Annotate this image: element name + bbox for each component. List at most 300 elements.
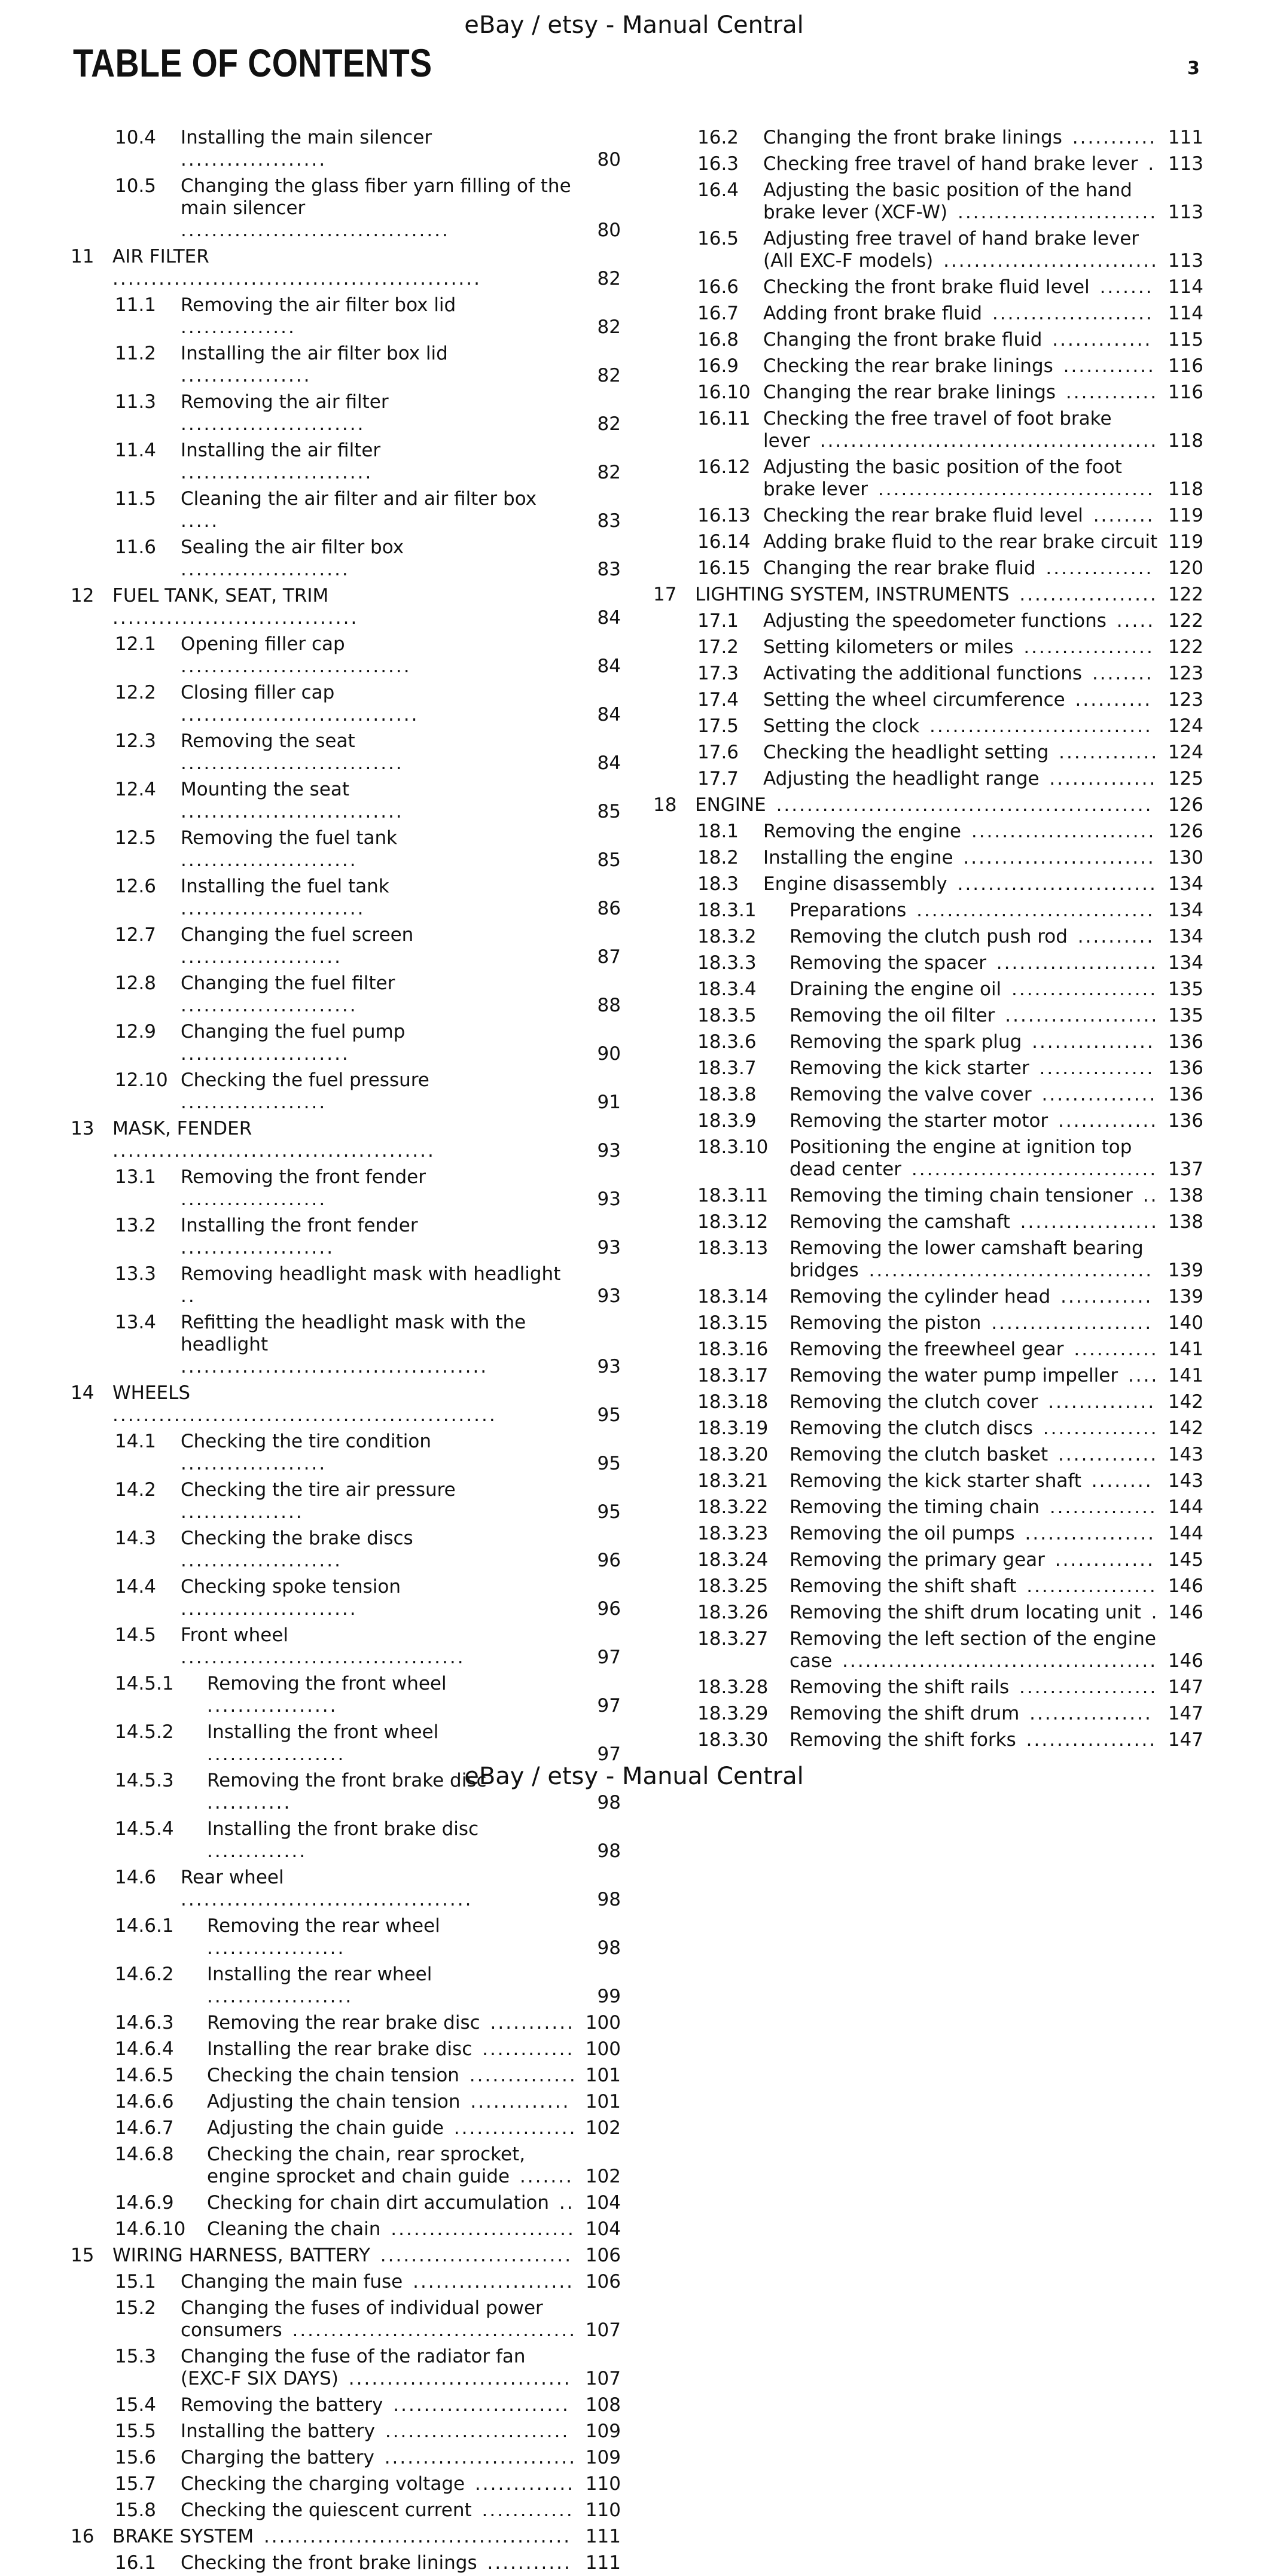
toc-entry[interactable]	[71, 1670, 621, 1719]
toc-dot-leader: ........................................	[181, 1356, 489, 1377]
toc-entry-page: 145	[1163, 1549, 1203, 1571]
toc-dot-leader: ...................	[181, 1092, 327, 1113]
toc-dot-leader: ..	[551, 2192, 575, 2214]
toc-entry[interactable]	[71, 1864, 621, 1913]
toc-dot-leader: .	[1140, 153, 1156, 175]
toc-dot-leader: .................	[1018, 1729, 1157, 1751]
toc-entry-title: Removing the oil pumps	[790, 1523, 1017, 1544]
toc-entry[interactable]	[653, 502, 1203, 529]
toc-entry-page: 93	[593, 1237, 621, 1259]
toc-entry-number: 14.6.6	[115, 2091, 174, 2112]
toc-entry[interactable]	[653, 177, 1203, 225]
toc-entry[interactable]	[71, 1380, 621, 1428]
toc-entry[interactable]	[653, 274, 1203, 300]
toc-entry-title: Checking the rear brake linings	[763, 355, 1056, 377]
toc-entry-title: Changing the glass fiber yarn filling of the main silencer	[181, 175, 571, 219]
toc-entry-title: Installing the rear wheel	[207, 1964, 434, 1985]
toc-entry-number: 15.8	[115, 2499, 157, 2521]
toc-entry-page: 146	[1163, 1602, 1203, 1624]
toc-dot-leader: ..........................	[950, 202, 1158, 223]
toc-entry-title: Installing the fuel tank	[181, 876, 392, 897]
toc-entry-number: 13.4	[115, 1312, 157, 1333]
toc-entry-title: Adjusting the headlight range	[763, 768, 1042, 789]
toc-entry-number: 14.6.1	[115, 1915, 174, 1937]
toc-entry[interactable]	[653, 818, 1203, 845]
toc-entry-number: 14.6.7	[115, 2117, 174, 2139]
toc-dot-leader: ....................	[997, 1005, 1159, 1026]
toc-dot-leader: .....................	[984, 303, 1154, 324]
toc-entry-title: Removing the rear wheel	[207, 1915, 443, 1937]
toc-entry-number: 17.2	[697, 636, 739, 658]
toc-dot-leader: ...................	[1004, 978, 1158, 1000]
toc-entry-number: 14.2	[115, 1479, 157, 1501]
toc-entry-title: Front wheel	[181, 1624, 291, 1646]
toc-entry-page: 96	[593, 1550, 621, 1572]
toc-entry-number: 12.9	[115, 1021, 157, 1042]
toc-entry-title: Changing the fuse of the radiator fan (EXC-F SIX DAYS)	[181, 2346, 526, 2389]
toc-entry-number: 14	[71, 1382, 95, 1404]
toc-entry-title: MASK, FENDER	[112, 1118, 254, 1139]
toc-entry[interactable]	[653, 1002, 1203, 1029]
toc-dot-leader: .......	[1092, 276, 1154, 298]
toc-entry-page: 142	[1163, 1417, 1203, 1440]
toc-entry[interactable]	[71, 2444, 621, 2471]
toc-dot-leader: ...................	[207, 1986, 353, 2007]
toc-dot-leader: .......................	[385, 2394, 570, 2416]
toc-entry[interactable]	[71, 2471, 621, 2497]
toc-entry-page: 97	[593, 1695, 621, 1717]
toc-entry[interactable]	[653, 151, 1203, 177]
toc-entry-page: 82	[593, 365, 621, 387]
toc-entry-number: 13	[71, 1118, 95, 1139]
toc-entry-number: 18.3.25	[697, 1575, 769, 1597]
toc-entry[interactable]	[653, 529, 1203, 555]
toc-entry[interactable]	[71, 583, 621, 631]
toc-dot-leader: .........................................	[834, 1650, 1158, 1672]
toc-entry[interactable]	[653, 1284, 1203, 1310]
toc-entry[interactable]	[653, 555, 1203, 581]
toc-entry[interactable]	[653, 1081, 1203, 1108]
toc-entry-number: 18.3.3	[697, 952, 757, 974]
toc-entry-number: 14.5.4	[115, 1818, 174, 1840]
toc-entry-title: Removing the lower camshaft bearing bridges	[790, 1237, 1144, 1281]
watermark-bottom: eBay / etsy - Manual Central	[464, 1763, 804, 1790]
toc-dot-leader: ................	[446, 2117, 577, 2139]
toc-entry[interactable]	[653, 225, 1203, 274]
toc-entry-number: 14.4	[115, 1576, 157, 1598]
toc-entry[interactable]	[71, 2089, 621, 2115]
toc-entry-page: 144	[1163, 1523, 1203, 1545]
toc-dot-leader: .....................	[181, 946, 342, 968]
toc-entry-page: 98	[593, 1889, 621, 1911]
toc-entry[interactable]	[653, 1209, 1203, 1235]
toc-entry[interactable]	[653, 1336, 1203, 1362]
toc-entry-number: 16.14	[697, 531, 751, 553]
toc-entry[interactable]	[653, 353, 1203, 379]
toc-entry[interactable]	[71, 486, 621, 534]
toc-entry-title: Adding front brake fluid	[763, 303, 984, 324]
toc-dot-leader: .	[1143, 1602, 1159, 1623]
toc-dot-leader: ..........	[1067, 689, 1153, 711]
toc-entry-page: 119	[1163, 531, 1203, 553]
toc-entry-number: 18.1	[697, 821, 739, 842]
toc-entry-page: 125	[1163, 768, 1203, 790]
toc-entry-number: 11.4	[115, 440, 157, 461]
toc-entry[interactable]	[71, 1309, 621, 1380]
toc-entry[interactable]	[653, 713, 1203, 739]
toc-entry[interactable]	[653, 897, 1203, 923]
toc-entry[interactable]	[653, 1520, 1203, 1547]
toc-entry-page: 108	[581, 2394, 621, 2416]
toc-entry-page: 98	[593, 1792, 621, 1814]
toc-entry[interactable]	[653, 1029, 1203, 1055]
toc-dot-leader: ..............	[461, 2065, 577, 2086]
toc-entry-page: 106	[581, 2245, 621, 2267]
toc-entry-number: 18.3.24	[697, 1549, 769, 1571]
toc-entry-title: Changing the fuses of individual power consumers	[181, 2297, 543, 2341]
toc-entry[interactable]	[653, 1494, 1203, 1520]
toc-entry[interactable]	[71, 679, 621, 728]
toc-entry-number: 17.4	[697, 689, 739, 711]
toc-entry-title: Checking the chain, rear sprocket, engine sprocket and chain guide	[207, 2144, 526, 2187]
toc-dot-leader: ................................	[904, 1159, 1158, 1180]
toc-dot-leader: ...............	[181, 316, 296, 338]
toc-entry[interactable]	[71, 2062, 621, 2089]
toc-dot-leader: .............................	[181, 752, 404, 774]
toc-entry-title: Checking spoke tension	[181, 1576, 403, 1598]
toc-entry-number: 12.4	[115, 779, 157, 800]
toc-entry[interactable]	[653, 608, 1203, 634]
toc-entry-title: Adding brake fluid to the rear brake circuit	[763, 531, 1160, 553]
toc-entry[interactable]	[653, 1441, 1203, 1468]
toc-entry[interactable]	[653, 1415, 1203, 1441]
toc-entry[interactable]	[653, 1108, 1203, 1134]
toc-dot-leader: ............	[1055, 355, 1156, 377]
toc-entry-number: 18.3.12	[697, 1211, 769, 1233]
toc-entry[interactable]	[71, 389, 621, 437]
toc-entry-page: 84	[593, 607, 621, 629]
toc-entry-title: Checking the front brake linings	[181, 2552, 480, 2574]
toc-dot-leader: .................	[1017, 1523, 1156, 1544]
toc-entry-number: 13.3	[115, 1263, 157, 1285]
toc-entry-title: Installing the front brake disc	[207, 1818, 481, 1840]
toc-entry-page: 116	[1163, 382, 1203, 404]
toc-entry-number: 18	[653, 794, 677, 816]
toc-entry-number: 18.3.27	[697, 1628, 769, 1650]
toc-entry-number: 18.3.6	[697, 1031, 757, 1053]
toc-entry-number: 18.3.28	[697, 1676, 769, 1698]
toc-entry-page: 98	[593, 1937, 621, 1959]
toc-entry[interactable]	[71, 970, 621, 1019]
toc-entry-title: Checking the tire air pressure	[181, 1479, 458, 1501]
toc-entry-title: Removing the clutch cover	[790, 1391, 1040, 1413]
toc-dot-leader: ........................	[963, 821, 1156, 842]
toc-entry-page: 85	[593, 849, 621, 871]
toc-entry[interactable]	[71, 2141, 621, 2190]
toc-dot-leader: ............	[1058, 382, 1159, 403]
toc-entry-page: 85	[593, 801, 621, 823]
toc-entry-title: Installing the engine	[763, 847, 956, 868]
toc-entry-number: 10.5	[115, 175, 157, 197]
toc-entry-number: 18.3.16	[697, 1339, 769, 1360]
toc-entry[interactable]	[71, 2010, 621, 2036]
toc-entry[interactable]	[71, 340, 621, 389]
toc-dot-leader: .....................	[988, 952, 1158, 974]
toc-entry-number: 18.3.17	[697, 1365, 769, 1386]
toc-entry[interactable]	[71, 776, 621, 825]
toc-dot-leader: ............	[1053, 1286, 1153, 1307]
toc-entry-page: 82	[593, 268, 621, 290]
toc-entry-number: 16	[71, 2526, 95, 2547]
toc-entry[interactable]	[71, 292, 621, 340]
toc-entry-title: Changing the fuel screen	[181, 924, 416, 946]
toc-dot-leader: ..........................	[949, 873, 1157, 895]
toc-entry-page: 100	[581, 2012, 621, 2034]
toc-entry[interactable]	[71, 2036, 621, 2062]
toc-entry-page: 102	[581, 2166, 621, 2188]
toc-entry[interactable]	[71, 534, 621, 583]
toc-entry[interactable]	[71, 1115, 621, 1164]
toc-entry-title: Adjusting the basic position of the foot brake lever	[763, 456, 1122, 500]
toc-entry[interactable]	[71, 1816, 621, 1864]
toc-entry[interactable]	[71, 2523, 621, 2550]
toc-entry-number: 17.6	[697, 742, 739, 763]
toc-entry-number: 11.5	[115, 488, 157, 510]
toc-entry[interactable]	[71, 2216, 621, 2242]
toc-entry-page: 83	[593, 559, 621, 581]
toc-dot-leader: ..................	[207, 1937, 346, 1959]
toc-entry[interactable]	[653, 1310, 1203, 1336]
toc-entry-number: 12.1	[115, 633, 157, 655]
toc-dot-leader: ........	[1083, 1470, 1153, 1492]
toc-entry[interactable]	[71, 1428, 621, 1477]
toc-entry[interactable]	[653, 1134, 1203, 1182]
toc-entry[interactable]	[653, 687, 1203, 713]
toc-entry-title: Adjusting the basic position of the hand brake lever (XCF-W)	[763, 179, 1132, 223]
toc-entry-page: 87	[593, 946, 621, 968]
toc-dot-leader: .......	[512, 2166, 574, 2187]
toc-entry[interactable]	[653, 976, 1203, 1002]
toc-dot-leader: ...............	[1035, 1417, 1159, 1439]
toc-entry-title: Adjusting the chain guide	[207, 2117, 446, 2139]
toc-entry-page: 80	[593, 220, 621, 242]
toc-entry-page: 86	[593, 898, 621, 920]
toc-entry-title: Removing the clutch push rod	[790, 926, 1070, 947]
toc-entry-number: 17.3	[697, 663, 739, 684]
toc-entry-number: 14.5	[115, 1624, 157, 1646]
toc-entry-title: Installing the battery	[181, 2420, 377, 2442]
toc-entry[interactable]	[653, 1626, 1203, 1674]
toc-entry-title: Checking for chain dirt accumulation	[207, 2192, 551, 2214]
toc-entry[interactable]	[653, 1055, 1203, 1081]
toc-entry[interactable]	[71, 2418, 621, 2444]
toc-entry-page: 97	[593, 1647, 621, 1669]
toc-entry[interactable]	[653, 660, 1203, 687]
toc-entry-number: 15.7	[115, 2473, 157, 2495]
toc-entry-title: Refitting the headlight mask with the headlight	[181, 1312, 526, 1355]
toc-entry[interactable]	[71, 1719, 621, 1767]
toc-entry-title: WHEELS	[112, 1382, 193, 1404]
toc-entry[interactable]	[653, 300, 1203, 327]
toc-entry[interactable]	[71, 2115, 621, 2141]
toc-entry[interactable]	[653, 739, 1203, 766]
toc-entry[interactable]	[71, 1961, 621, 2010]
toc-entry-number: 15.2	[115, 2297, 157, 2319]
toc-entry[interactable]	[653, 871, 1203, 897]
toc-entry-page: 97	[593, 1743, 621, 1766]
toc-entry[interactable]	[71, 1622, 621, 1670]
toc-dot-leader: .................	[207, 1695, 338, 1717]
toc-entry[interactable]	[71, 2497, 621, 2523]
toc-dot-leader: .............	[1047, 1549, 1155, 1571]
toc-entry[interactable]	[71, 922, 621, 970]
toc-entry[interactable]	[653, 845, 1203, 871]
toc-entry[interactable]	[653, 379, 1203, 406]
toc-entry[interactable]	[71, 1164, 621, 1212]
toc-entry-number: 16.3	[697, 153, 739, 175]
toc-entry[interactable]	[653, 923, 1203, 950]
toc-entry[interactable]	[71, 825, 621, 873]
toc-dot-leader: ..................................................	[112, 1404, 497, 1426]
toc-entry[interactable]	[71, 2392, 621, 2418]
toc-dot-leader: ..	[181, 1285, 196, 1307]
toc-entry[interactable]	[653, 1389, 1203, 1415]
toc-entry-title: Removing the battery	[181, 2394, 385, 2416]
toc-entry[interactable]	[653, 327, 1203, 353]
toc-entry-title: Removing the fuel tank	[181, 827, 400, 849]
toc-dot-leader: ............	[474, 2499, 574, 2521]
toc-entry[interactable]	[653, 1362, 1203, 1389]
toc-entry-number: 15.6	[115, 2447, 157, 2468]
toc-entry-title: Charging the battery	[181, 2447, 377, 2468]
toc-entry-page: 93	[593, 1140, 621, 1162]
toc-entry-title: Changing the main fuse	[181, 2271, 405, 2293]
toc-entry-page: 147	[1163, 1729, 1203, 1751]
toc-entry-number: 18.3.10	[697, 1136, 769, 1158]
toc-entry[interactable]	[71, 437, 621, 486]
toc-entry-number: 16.15	[697, 557, 751, 579]
toc-entry[interactable]	[71, 124, 621, 173]
toc-entry[interactable]	[653, 766, 1203, 792]
toc-entry[interactable]	[653, 950, 1203, 976]
toc-entry-title: Activating the additional functions	[763, 663, 1084, 684]
toc-entry[interactable]	[653, 1573, 1203, 1599]
toc-entry[interactable]	[71, 1477, 621, 1525]
toc-entry-title: Removing the water pump impeller	[790, 1365, 1120, 1386]
toc-entry[interactable]	[653, 1235, 1203, 1284]
toc-entry[interactable]	[71, 173, 621, 243]
toc-entry-number: 12.7	[115, 924, 157, 946]
toc-dot-leader: .........................	[372, 2245, 573, 2266]
toc-entry[interactable]	[653, 124, 1203, 151]
toc-entry[interactable]	[71, 2343, 621, 2392]
toc-dot-leader: ...........	[482, 2012, 575, 2034]
toc-entry-page: 147	[1163, 1703, 1203, 1725]
toc-dot-leader: ........................	[181, 413, 365, 435]
toc-entry-title: LIGHTING SYSTEM, INSTRUMENTS	[695, 584, 1011, 605]
toc-entry-number: 15	[71, 2245, 95, 2266]
toc-entry-title: Removing the shift rails	[790, 1676, 1011, 1698]
toc-entry[interactable]	[71, 243, 621, 292]
toc-entry-number: 13.2	[115, 1215, 157, 1236]
toc-entry-number: 16.8	[697, 329, 739, 350]
toc-entry[interactable]	[71, 2190, 621, 2216]
toc-entry[interactable]	[71, 1019, 621, 1067]
toc-entry[interactable]	[653, 406, 1203, 454]
toc-entry-number: 17.5	[697, 715, 739, 737]
toc-dot-leader: ...........	[207, 1792, 292, 1813]
toc-entry[interactable]	[71, 1525, 621, 1574]
toc-entry[interactable]	[653, 454, 1203, 502]
toc-entry[interactable]	[71, 1574, 621, 1622]
toc-entry-title: Checking the headlight setting	[763, 742, 1051, 763]
toc-entry-title: Removing the freewheel gear	[790, 1339, 1066, 1360]
toc-dot-leader: .....................	[181, 1550, 342, 1571]
toc-entry[interactable]	[71, 2550, 621, 2576]
toc-entry[interactable]	[71, 1067, 621, 1115]
toc-entry[interactable]	[71, 631, 621, 679]
toc-entry-page: 104	[581, 2192, 621, 2214]
toc-entry-number: 16.2	[697, 127, 739, 148]
toc-entry[interactable]	[653, 1599, 1203, 1626]
toc-entry[interactable]	[71, 2242, 621, 2269]
toc-entry-page: 93	[593, 1188, 621, 1211]
toc-entry-page: 143	[1163, 1470, 1203, 1492]
toc-entry[interactable]	[653, 1468, 1203, 1494]
toc-entry[interactable]	[653, 792, 1203, 818]
toc-entry-number: 12.2	[115, 682, 157, 703]
toc-entry[interactable]	[71, 1261, 621, 1309]
toc-entry[interactable]	[71, 2295, 621, 2343]
toc-dot-leader: .............	[467, 2473, 575, 2495]
toc-entry-page: 144	[1163, 1496, 1203, 1519]
toc-entry-number: 16.6	[697, 276, 739, 298]
toc-entry-number: 16.11	[697, 408, 751, 429]
toc-entry-number: 11	[71, 246, 95, 267]
toc-entry-page: 83	[593, 510, 621, 532]
toc-entry-title: Changing the rear brake fluid	[763, 557, 1038, 579]
toc-entry-page: 111	[1163, 127, 1203, 149]
toc-entry-title: Removing the kick starter shaft	[790, 1470, 1084, 1492]
toc-entry-page: 135	[1163, 978, 1203, 1001]
toc-entry-page: 101	[581, 2065, 621, 2087]
toc-entry[interactable]	[653, 581, 1203, 608]
toc-entry[interactable]	[653, 1547, 1203, 1573]
toc-entry[interactable]	[653, 634, 1203, 660]
toc-entry-page: 126	[1163, 794, 1203, 816]
toc-entry[interactable]	[653, 1674, 1203, 1700]
toc-entry-number: 17.1	[697, 610, 739, 632]
toc-entry-title: Removing the left section of the engine case	[790, 1628, 1157, 1672]
toc-entry[interactable]	[71, 873, 621, 922]
toc-entry-number: 18.3.13	[697, 1237, 769, 1259]
toc-entry[interactable]	[653, 1700, 1203, 1727]
toc-entry-page: 140	[1163, 1312, 1203, 1334]
toc-entry-page: 91	[593, 1092, 621, 1114]
toc-entry[interactable]	[71, 1212, 621, 1261]
toc-dot-leader: ..............	[1041, 768, 1157, 789]
toc-dot-leader: ..................	[1011, 584, 1158, 605]
toc-entry[interactable]	[653, 1182, 1203, 1209]
toc-entry[interactable]	[71, 728, 621, 776]
toc-entry-title: WIRING HARNESS, BATTERY	[112, 2245, 373, 2266]
toc-entry-title: Positioning the engine at ignition top dead center	[790, 1136, 1132, 1180]
toc-entry[interactable]	[653, 1727, 1203, 1753]
toc-entry[interactable]	[71, 2269, 621, 2295]
toc-dot-leader: ....	[1120, 1365, 1159, 1386]
toc-entry[interactable]	[71, 1913, 621, 1961]
toc-dot-leader: ...............................	[181, 704, 419, 725]
